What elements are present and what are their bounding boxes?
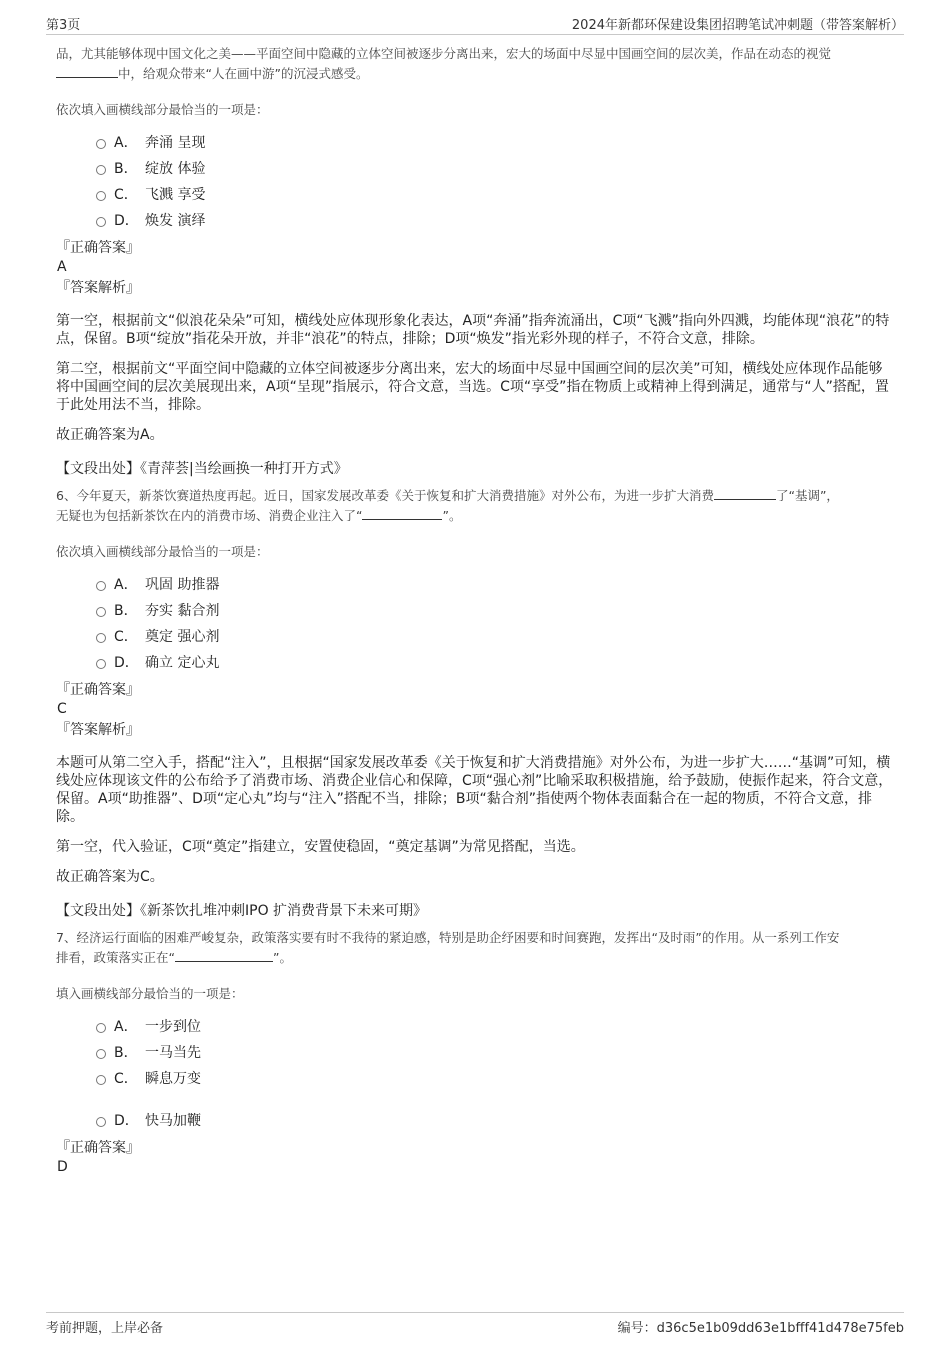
radio-icon[interactable]	[96, 607, 106, 617]
blank	[362, 506, 442, 520]
q5-stem	[56, 44, 896, 84]
radio-icon[interactable]	[96, 633, 106, 643]
radio-icon[interactable]	[96, 1023, 106, 1033]
option-d[interactable]: D． 快马加鞭	[96, 1108, 896, 1134]
option-b[interactable]: B． 绽放 体验	[96, 156, 896, 182]
q5-stem-line2: 中，给观众带来“人在画中游”的沉浸式感受。	[118, 66, 369, 81]
radio-icon[interactable]	[96, 191, 106, 201]
q7-options	[56, 1014, 896, 1134]
option-a[interactable]: A． 一步到位	[96, 1014, 896, 1040]
footer-slogan: 考前押题，上岸必备	[46, 1321, 164, 1336]
option-text: 绽放 体验	[145, 161, 206, 177]
analysis-paragraph: 本题可从第二空入手，搭配“注入”，且根据“国家发展改革委《关于恢复和扩大消费措施》对外公布，为进一步扩大……“基调”可知，横线处应体现该文件的公布给予了消费市场、消费企业信心和保障，C项“强心剂”比喻采取积极措施，给予鼓励，使振作起来，符合文意，保留。A项“助推器”、D项“定心丸”均与“注入”搭配不当，排除；B项“黏合剂”指使两个物体表面黏合在一起的物质，不符合文意，排除。	[56, 755, 893, 825]
option-text: 一马当先	[145, 1045, 201, 1061]
radio-icon[interactable]	[96, 1075, 106, 1085]
option-b[interactable]: B． 一马当先	[96, 1040, 896, 1066]
analysis-paragraph: 第二空，根据前文“平面空间中隐藏的立体空间被逐步分离出来，宏大的场面中尽显中国画空间的层次美”可知，横线处应体现作品能够将中国画空间的层次美展现出来，A项“呈现”指展示，符合文意，当选。C项“享受”指在物质上或精神上得到满足，通常与“人”搭配，置于此处用法不当，排除。	[56, 361, 889, 413]
analysis-paragraph: 第一空，根据前文“似浪花朵朵”可知，横线处应体现形象化表达，A项“奔涌”指奔流涌出，C项“飞溅”指向外四溅，均能体现“浪花”的特点，保留。B项“绽放”指花朵开放，并非“浪花”的特点，排除；D项“焕发”指光彩外现的样子，不符合文意，排除。	[56, 313, 890, 347]
option-d[interactable]: D． 确立 定心丸	[96, 650, 896, 676]
answer-value: C	[57, 701, 67, 717]
option-b[interactable]: B． 夯实 黏合剂	[96, 598, 896, 624]
radio-icon[interactable]	[96, 139, 106, 149]
radio-icon[interactable]	[96, 1049, 106, 1059]
q7-instruction: 填入画横线部分最恰当的一项是：	[56, 986, 244, 1001]
answer-label: 『正确答案』	[56, 1140, 140, 1156]
option-text: 一步到位	[145, 1019, 201, 1035]
radio-icon[interactable]	[96, 659, 106, 669]
option-a[interactable]: A． 巩固 助推器	[96, 572, 896, 598]
radio-icon[interactable]	[96, 165, 106, 175]
document-title: 2024年新都环保建设集团招聘笔试冲刺题（带答案解析）	[571, 18, 904, 33]
blank	[56, 64, 118, 78]
option-a[interactable]: A． 奔涌 呈现	[96, 130, 896, 156]
analysis-conclusion: 故正确答案为C。	[56, 869, 164, 885]
option-text: 确立 定心丸	[145, 655, 220, 671]
page-header	[46, 12, 904, 35]
answer-value: A	[57, 259, 67, 275]
q7-stem: 7、经济运行面临的困难严峻复杂，政策落实要有时不我待的紧迫感，特别是助企纾困要和时间赛跑，发挥出“及时雨”的作用。从一系列工作安 排看，政策落实正在“ ”。	[56, 930, 840, 965]
radio-icon[interactable]	[96, 217, 106, 227]
blank	[714, 486, 776, 500]
analysis-label: 『答案解析』	[56, 280, 140, 296]
q5-stem-line1: 品，尤其能够体现中国文化之美——平面空间中隐藏的立体空间被逐步分离出来，宏大的场面中尽显中国画空间的层次美，作品在动态的视觉	[56, 46, 832, 61]
q6-options	[56, 572, 896, 676]
option-d[interactable]: D． 焕发 演绎	[96, 208, 896, 234]
option-c[interactable]: C． 飞溅 享受	[96, 182, 896, 208]
answer-label: 『正确答案』	[56, 682, 140, 698]
analysis-conclusion: 故正确答案为A。	[56, 427, 164, 443]
answer-value: D	[57, 1159, 68, 1175]
option-text: 飞溅 享受	[145, 187, 206, 203]
option-text: 夯实 黏合剂	[145, 603, 220, 619]
option-text: 焕发 演绎	[145, 213, 206, 229]
q6-stem: 6、今年夏天，新茶饮赛道热度再起。近日，国家发展改革委《关于恢复和扩大消费措施》对外公布，为进一步扩大消费 了“基调”， 无疑也为包括新茶饮在内的消费市场、消费企业注入了“ ”。	[56, 488, 839, 523]
option-text: 巩固 助推器	[145, 577, 220, 593]
q6-instruction: 依次填入画横线部分最恰当的一项是：	[56, 544, 269, 559]
option-text: 瞬息万变	[145, 1071, 201, 1087]
page-number: 第3页	[46, 18, 81, 33]
option-c[interactable]: C． 奠定 强心剂	[96, 624, 896, 650]
q5-instruction: 依次填入画横线部分最恰当的一项是：	[56, 102, 269, 117]
document-body	[56, 44, 896, 1176]
option-text: 奠定 强心剂	[145, 629, 220, 645]
analysis-label: 『答案解析』	[56, 722, 140, 738]
option-text: 快马加鞭	[145, 1113, 201, 1129]
analysis-paragraph: 第一空，代入验证，C项“奠定”指建立，安置使稳固，“奠定基调”为常见搭配，当选。	[56, 839, 585, 855]
source-citation: 【文段出处】《新茶饮扎堆冲刺IPO 扩消费背景下未来可期》	[56, 903, 428, 919]
page-footer	[46, 1312, 904, 1335]
blank	[175, 948, 273, 962]
option-c[interactable]: C． 瞬息万变	[96, 1066, 896, 1092]
q5-options	[56, 130, 896, 234]
answer-label: 『正确答案』	[56, 240, 140, 256]
radio-icon[interactable]	[96, 1117, 106, 1127]
document-id: 编号：d36c5e1b09dd63e1bfff41d478e75feb	[617, 1321, 904, 1336]
radio-icon[interactable]	[96, 581, 106, 591]
source-citation: 【文段出处】《青萍荟|当绘画换一种打开方式》	[56, 461, 348, 477]
option-text: 奔涌 呈现	[145, 135, 206, 151]
